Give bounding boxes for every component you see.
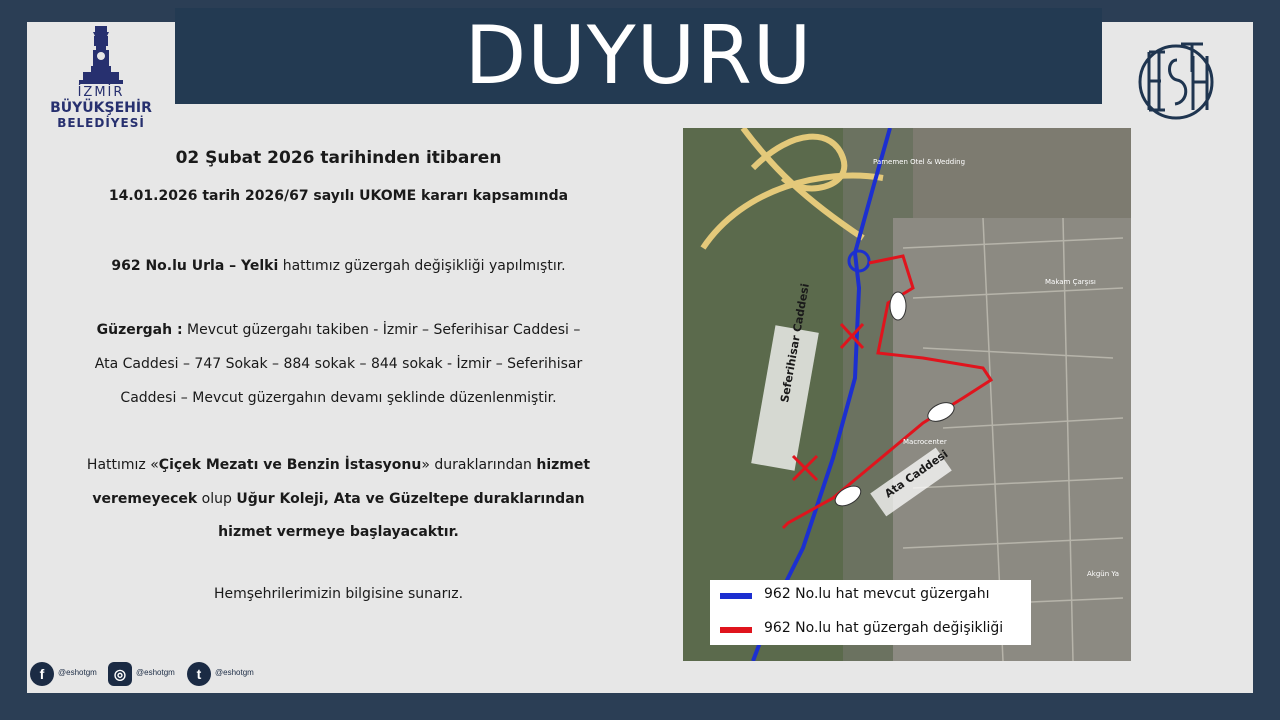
poi-label: Pamemen Otel & Wedding [873, 158, 966, 166]
route-line-2: Ata Caddesi – 747 Sokak – 884 sokak – 844 sokak - İzmir – Seferihisar [94, 356, 583, 372]
poi-label: Akgün Ya [1087, 570, 1119, 578]
current-route-swatch [720, 593, 752, 599]
route-line-1 [60, 320, 617, 340]
legend-changed-row [710, 614, 1031, 646]
logo-line-2: BÜYÜKŞEHİR [50, 100, 152, 116]
facebook-handle: @eshotgm [58, 668, 97, 677]
eshot-monogram-icon [1103, 22, 1253, 134]
map-legend [710, 580, 1031, 645]
stops-text: Hattımız « [86, 457, 159, 473]
legend-changed-label: 962 No.lu hat güzergah değişikliği [764, 620, 1004, 636]
line-change-text: hattımız güzergah değişikliği yapılmıştır. [278, 258, 566, 274]
stops-text: » duraklarından [421, 457, 537, 473]
izmir-buyuksehir-logo [27, 22, 175, 134]
legend-current-row [710, 580, 1031, 612]
new-stops: Uğur Koleji, Ata ve Güzeltepe duraklarından [236, 491, 585, 507]
page-title: DUYURU [464, 9, 813, 102]
eshot-logo [1103, 22, 1253, 134]
line-change-paragraph [60, 256, 617, 276]
twitter-handle: @eshotgm [215, 668, 254, 677]
stops-line-2 [60, 489, 617, 509]
route-label: Güzergah : [96, 322, 183, 338]
legend-current-label: 962 No.lu hat mevcut güzergahı [764, 586, 990, 602]
stops-emphasis: veremeyecek [92, 491, 198, 507]
route-line-3: Caddesi – Mevcut güzergahın devamı şeklinde düzenlenmiştir. [120, 390, 557, 406]
logo-line-3: BELEDİYESİ [57, 116, 145, 130]
route-text-1: Mevcut güzergahı takiben - İzmir – Seferihisar Caddesi – [182, 322, 581, 338]
twitter-icon: t [187, 662, 211, 686]
instagram-handle: @eshotgm [136, 668, 175, 677]
facebook-icon: f [30, 662, 54, 686]
instagram-icon: ◎ [108, 662, 132, 686]
stops-text: olup [197, 491, 237, 507]
changed-route-swatch [720, 627, 752, 633]
closing-text: Hemşehrilerimizin bilgisine sunarız. [213, 586, 464, 602]
stops-emphasis: hizmet [536, 457, 591, 473]
poi-label: Makam Çarşısı [1045, 278, 1096, 286]
header-banner [175, 8, 1102, 104]
street-label-ata: Ata Caddesi [882, 447, 951, 501]
effective-date: 02 Şubat 2026 tarihinden itibaren [175, 148, 502, 168]
poi-label: Macrocenter [903, 438, 947, 446]
line-name: 962 No.lu Urla – Yelki [111, 258, 279, 274]
logo-line-1: İZMİR [77, 85, 125, 100]
ukome-reference: 14.01.2026 tarih 2026/67 sayılı UKOME kararı kapsamında [108, 188, 569, 204]
stops-line-1 [60, 455, 617, 475]
clock-tower-icon [27, 22, 175, 88]
stops-line-3: hizmet vermeye başlayacaktır. [218, 524, 459, 540]
removed-stops: Çiçek Mezatı ve Benzin İstasyonu [158, 457, 422, 473]
street-label-seferihisar: Seferihisar Caddesi [778, 282, 812, 404]
